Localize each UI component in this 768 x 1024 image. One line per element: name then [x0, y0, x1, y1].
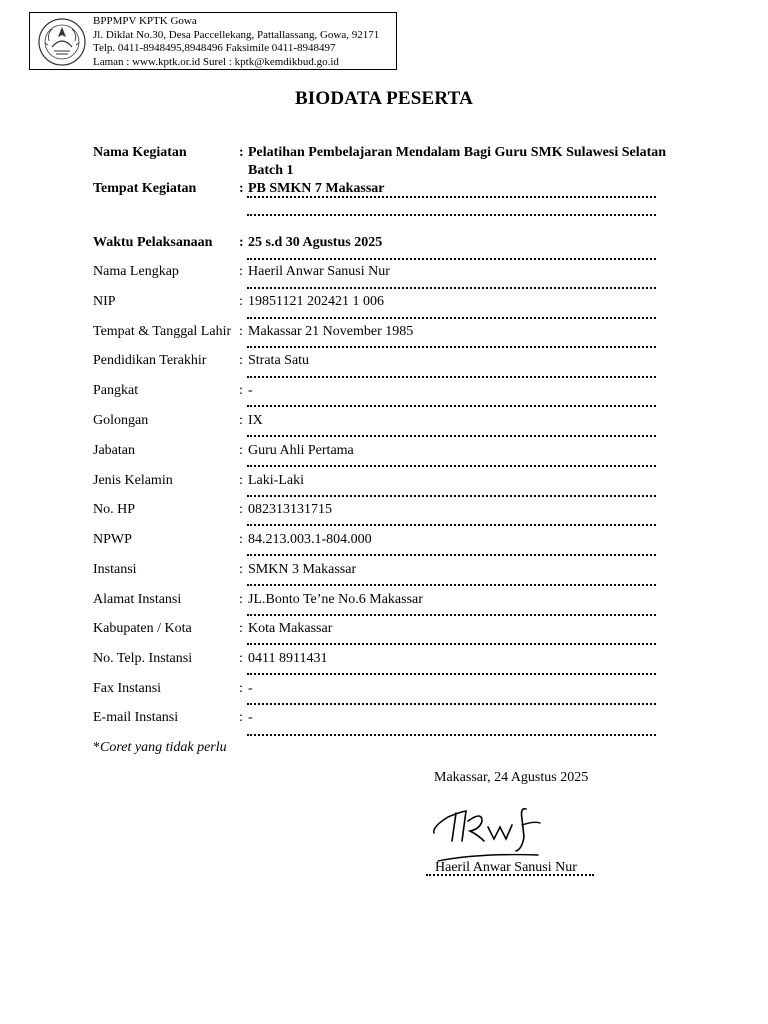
- note-text: Coret yang tidak perlu: [100, 740, 227, 755]
- colon: :: [239, 532, 243, 547]
- label-instansi: Instansi: [93, 562, 137, 577]
- colon: :: [239, 502, 243, 517]
- place-date: Makassar, 24 Agustus 2025: [434, 770, 589, 785]
- value-alamat-instansi: JL.Bonto Te’ne No.6 Makassar: [248, 592, 423, 607]
- org-web-email: Laman : www.kptk.or.id Surel : kptk@kemdikbud.go.id: [93, 55, 339, 68]
- dotted-line: [247, 405, 656, 407]
- org-address: Jl. Diklat No.30, Desa Paccellekang, Pattallassang, Gowa, 92171: [93, 28, 380, 41]
- dotted-line: [247, 214, 656, 216]
- dotted-line: [247, 673, 656, 675]
- handwritten-signature: [408, 797, 558, 867]
- dotted-line: [247, 287, 656, 289]
- document-title: BIODATA PESERTA: [294, 88, 474, 109]
- value-npwp: 84.213.003.1-804.000: [248, 532, 372, 547]
- dotted-line: [247, 554, 656, 556]
- label-telp-instansi: No. Telp. Instansi: [93, 651, 193, 666]
- tut-wuri-handayani-logo: [36, 17, 88, 67]
- label-tempat-kegiatan: Tempat Kegiatan: [93, 181, 197, 196]
- signer-name: Haeril Anwar Sanusi Nur: [435, 860, 577, 875]
- label-pangkat: Pangkat: [93, 383, 139, 398]
- dotted-line: [247, 734, 656, 736]
- dotted-line: [247, 258, 656, 260]
- value-email-instansi: -: [248, 710, 253, 725]
- colon: :: [239, 681, 243, 696]
- label-nama-kegiatan: Nama Kegiatan: [93, 145, 187, 160]
- org-phone: Telp. 0411-8948495,8948496 Faksimile 0411-8948497: [93, 42, 336, 54]
- dotted-line: [247, 495, 656, 497]
- letterhead: [29, 12, 397, 70]
- value-nama-lengkap: Haeril Anwar Sanusi Nur: [248, 264, 390, 279]
- colon: :: [239, 235, 244, 250]
- value-jenis-kelamin: Laki-Laki: [248, 473, 304, 488]
- colon: :: [239, 353, 243, 368]
- value-waktu-pelaksanaan: 25 s.d 30 Agustus 2025: [248, 235, 383, 250]
- dotted-line: [247, 703, 656, 705]
- colon: :: [239, 443, 243, 458]
- value-nama-kegiatan-line2: Batch 1: [248, 163, 294, 178]
- colon: :: [239, 324, 243, 339]
- value-instansi: SMKN 3 Makassar: [248, 562, 357, 577]
- label-kabupaten-kota: Kabupaten / Kota: [93, 621, 192, 636]
- colon: :: [239, 264, 243, 279]
- value-golongan: IX: [248, 413, 263, 428]
- colon: :: [239, 592, 243, 607]
- colon: :: [239, 621, 243, 636]
- value-pangkat: -: [248, 383, 253, 398]
- note-asterisk: *: [93, 740, 100, 755]
- colon: :: [239, 294, 243, 309]
- colon: :: [239, 651, 243, 666]
- dotted-line: [247, 435, 656, 437]
- colon: :: [239, 145, 244, 160]
- dotted-line: [247, 376, 656, 378]
- org-name: BPPMPV KPTK Gowa: [93, 15, 197, 27]
- label-jabatan: Jabatan: [93, 443, 135, 458]
- dotted-line: [247, 524, 656, 526]
- colon: :: [239, 710, 243, 725]
- dotted-line: [247, 465, 656, 467]
- value-jabatan: Guru Ahli Pertama: [248, 443, 354, 458]
- label-alamat-instansi: Alamat Instansi: [93, 592, 182, 607]
- value-no-hp: 082313131715: [248, 502, 332, 517]
- label-nama-lengkap: Nama Lengkap: [93, 264, 179, 279]
- signer-dotted-line: [426, 874, 594, 876]
- value-nama-kegiatan-line1: Pelatihan Pembelajaran Mendalam Bagi Guru SMK Sulawesi Selatan: [248, 145, 667, 160]
- label-nip: NIP: [93, 294, 116, 309]
- dotted-line: [247, 317, 656, 319]
- label-npwp: NPWP: [93, 532, 132, 547]
- dotted-line: [247, 643, 656, 645]
- dotted-line: [247, 584, 656, 586]
- value-fax-instansi: -: [248, 681, 253, 696]
- colon: :: [239, 181, 244, 196]
- colon: :: [239, 562, 243, 577]
- label-tempat-tanggal-lahir: Tempat & Tanggal Lahir: [93, 324, 232, 339]
- colon: :: [239, 413, 243, 428]
- strike-note: [93, 740, 227, 756]
- label-no-hp: No. HP: [93, 502, 136, 517]
- label-fax-instansi: Fax Instansi: [93, 681, 162, 696]
- value-kabupaten-kota: Kota Makassar: [248, 621, 333, 636]
- letterhead-text: [93, 15, 379, 69]
- label-email-instansi: E-mail Instansi: [93, 710, 179, 725]
- value-pendidikan-terakhir: Strata Satu: [248, 353, 310, 368]
- value-tempat-kegiatan: PB SMKN 7 Makassar: [248, 181, 385, 196]
- label-golongan: Golongan: [93, 413, 149, 428]
- value-telp-instansi: 0411 8911431: [248, 651, 328, 666]
- dotted-line: [247, 196, 656, 198]
- dotted-line: [247, 614, 656, 616]
- label-jenis-kelamin: Jenis Kelamin: [93, 473, 173, 488]
- colon: :: [239, 383, 243, 398]
- value-tempat-tanggal-lahir: Makassar 21 November 1985: [248, 324, 414, 339]
- value-nip: 19851121 202421 1 006: [248, 294, 384, 309]
- label-pendidikan-terakhir: Pendidikan Terakhir: [93, 353, 207, 368]
- dotted-line: [247, 346, 656, 348]
- colon: :: [239, 473, 243, 488]
- label-waktu-pelaksanaan: Waktu Pelaksanaan: [93, 235, 213, 250]
